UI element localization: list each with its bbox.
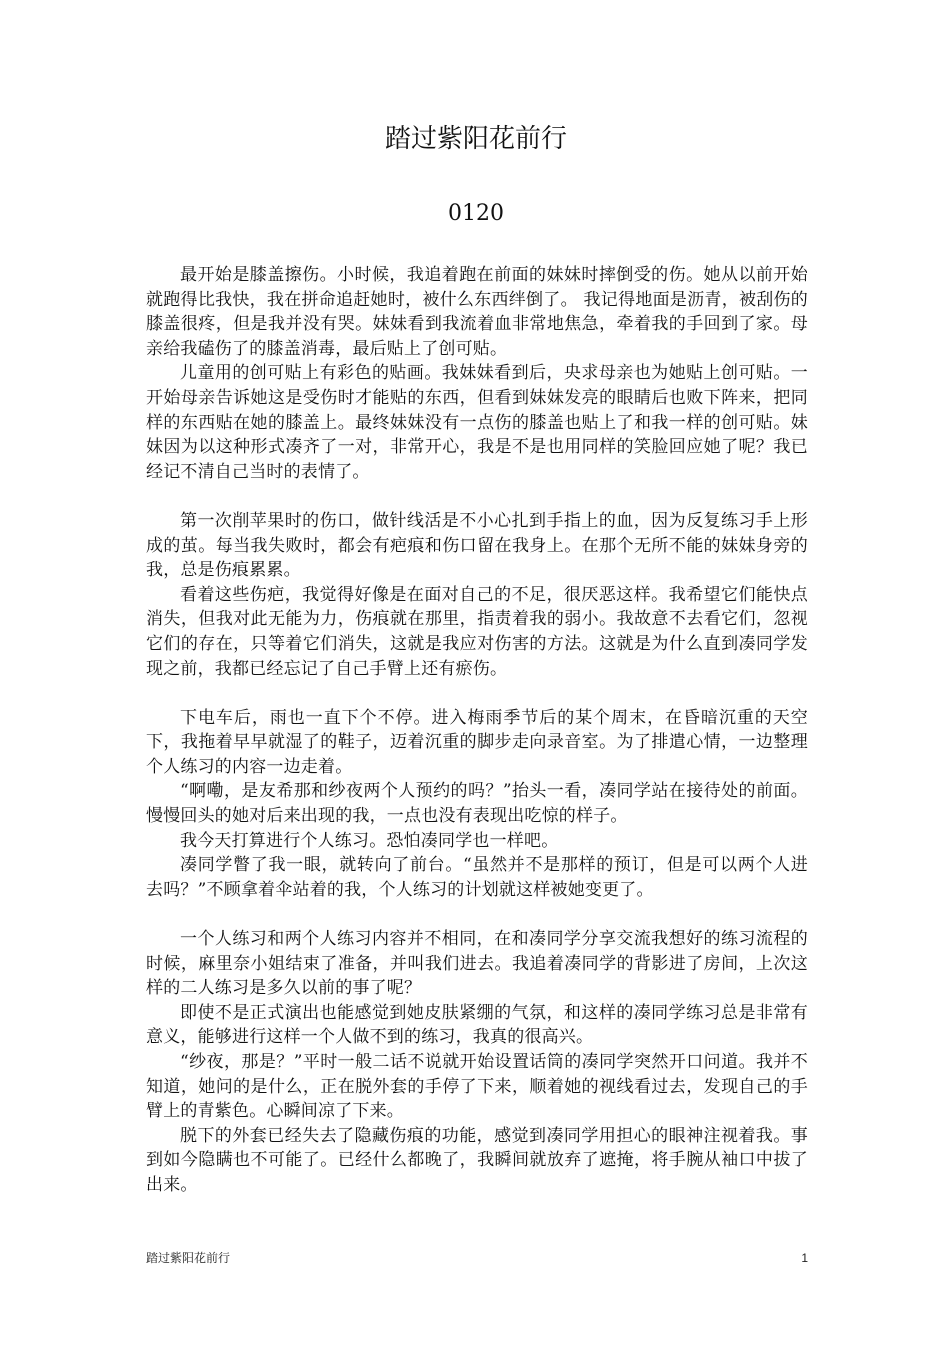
section-break: [146, 902, 808, 927]
paragraph: 凑同学瞥了我一眼，就转向了前台。“虽然并不是那样的预订，但是可以两个人进去吗？”不顾拿着伞站着的我，个人练习的计划就这样被她变更了。: [146, 855, 808, 900]
chapter-heading: 0120: [448, 201, 504, 226]
paragraph: “啊嘞，是友希那和纱夜两个人预约的吗？”抬头一看，凑同学站在接待处的前面。慢慢回头的她对后来出现的我，一点也没有表现出吃惊的样子。: [146, 781, 808, 827]
paragraph: 儿童用的创可贴上有彩色的贴画。我妹妹看到后，央求母亲也为她贴上创可贴。一开始母亲告诉她这是受伤时才能贴的东西，但看到妹妹发亮的眼睛后也败下阵来，把同样的东西贴在她的膝盖上。最终妹妹没有一点伤的膝盖也贴上了和我一样的创可贴。妹妹因为以这种形式凑齐了一对，非常开心，我是不是也用同样的笑脸回应她了呢？我已经记不清自己当时的表情了。: [146, 363, 808, 482]
footer-title: 踏过紫阳花前行: [146, 1251, 231, 1265]
paragraph: 脱下的外套已经失去了隐藏伤痕的功能，感觉到凑同学用担心的眼神注视着我。事到如今隐瞒也不可能了。已经什么都晚了，我瞬间就放弃了遮掩，将手腕从袖口中拔了出来。: [146, 1125, 808, 1195]
paragraph: 我今天打算进行个人练习。恐怕凑同学也一样吧。: [180, 830, 559, 851]
section-break: [146, 484, 808, 509]
paragraph: 第一次削苹果时的伤口，做针线活是不小心扎到手指上的血，因为反复练习手上形成的茧。每当我失败时，都会有疤痕和伤口留在我身上。在那个无所不能的妹妹身旁的我，总是伤痕累累。: [146, 510, 808, 581]
section-break: [146, 681, 808, 706]
body-text: [146, 263, 808, 1198]
paragraph: 即使不是正式演出也能感觉到她皮肤紧绷的气氛，和这样的凑同学练习总是非常有意义，能够进行这样一个人做不到的练习，我真的很高兴。: [146, 1002, 808, 1048]
paragraph: 一个人练习和两个人练习内容并不相同，在和凑同学分享交流我想好的练习流程的时候，麻里奈小姐结束了准备，并叫我们进去。我追着凑同学的背影进了房间，上次这样的二人练习是多久以前的事了呢？: [146, 929, 808, 999]
paragraph: 下电车后，雨也一直下个不停。进入梅雨季节后的某个周末，在昏暗沉重的天空下，我拖着早早就湿了的鞋子，迈着沉重的脚步走向录音室。为了排遣心情，一边整理个人练习的内容一边走着。: [146, 707, 808, 777]
paragraph: 看着这些伤疤，我觉得好像是在面对自己的不足，很厌恶这样。我希望它们能快点消失，但我对此无能为力，伤痕就在那里，指责着我的弱小。我故意不去看它们，忽视它们的存在，只等着它们消失，这就是我应对伤害的方法。这就是为什么直到凑同学发现之前，我都已经忘记了自己手臂上还有瘀伤。: [146, 584, 808, 679]
paragraph: 最开始是膝盖擦伤。小时候，我追着跑在前面的妹妹时摔倒受的伤。她从以前开始就跑得比我快，我在拼命追赶她时，被什么东西绊倒了。 我记得地面是沥青，被刮伤的膝盖很疼，但是我并没有哭。妹妹看到我流着血非常地焦急，牵着我的手回到了家。母亲给我磕伤了的膝盖消毒，最后贴上了创可贴。: [146, 265, 808, 359]
paragraph: “纱夜，那是？”平时一般二话不说就开始设置话筒的凑同学突然开口问道。我并不知道，她问的是什么，正在脱外套的手停了下来，顺着她的视线看过去，发现自己的手臂上的青紫色。心瞬间凉了下来。: [146, 1052, 808, 1122]
page-number: 1: [801, 1251, 808, 1265]
document-title: 踏过紫阳花前行: [384, 124, 567, 154]
